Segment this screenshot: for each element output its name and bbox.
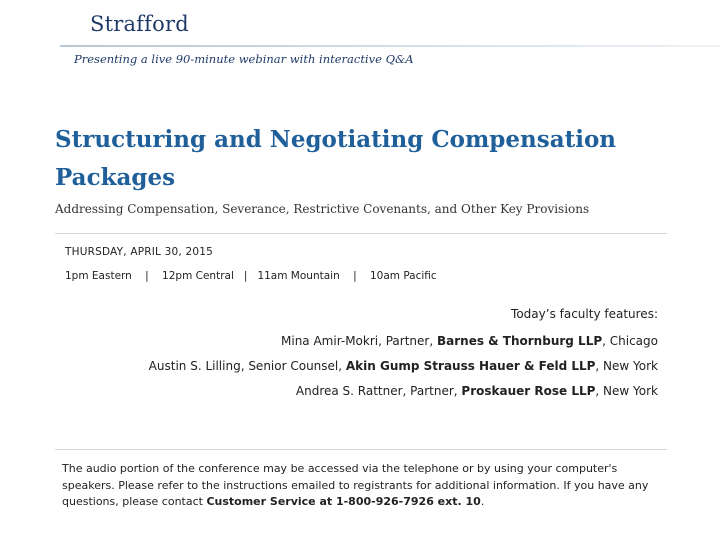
faculty-name-title: Andrea S. Rattner, Partner, bbox=[295, 384, 462, 398]
faculty-city: , New York bbox=[595, 359, 658, 373]
page-subtitle: Addressing Compensation, Severance, Restrictive Covenants, and Other Key Provisions bbox=[55, 202, 590, 216]
faculty-member bbox=[281, 334, 658, 348]
webinar-times: 1pm Eastern | 12pm Central | 11am Mountain | 10am Pacific bbox=[65, 270, 437, 282]
audio-notice-text: The audio portion of the conference may be accessed via the telephone or by using your computer's speakers. Please refer to the instructions emailed to registrants for additional information. If you have any questions, please contact bbox=[62, 462, 649, 508]
divider-top bbox=[55, 233, 667, 234]
audio-notice bbox=[62, 461, 662, 511]
customer-service-contact: Customer Service at 1-800-926-7926 ext. 10 bbox=[206, 495, 481, 508]
divider-bottom bbox=[55, 449, 667, 450]
page-title: Structuring and Negotiating Compensation Packages bbox=[55, 126, 617, 191]
faculty-firm: Akin Gump Strauss Hauer & Feld LLP bbox=[345, 359, 596, 373]
faculty-city: , New York bbox=[595, 384, 658, 398]
faculty-heading: Today’s faculty features: bbox=[511, 307, 658, 321]
audio-notice-end: . bbox=[480, 495, 485, 508]
faculty-member bbox=[296, 384, 658, 398]
webinar-date: THURSDAY, APRIL 30, 2015 bbox=[65, 246, 213, 258]
faculty-name-title: Austin S. Lilling, Senior Counsel, bbox=[148, 359, 346, 373]
faculty-member bbox=[149, 359, 658, 373]
tagline: Presenting a live 90-minute webinar with interactive Q&A bbox=[74, 52, 414, 66]
strafford-logo: Strafford bbox=[90, 12, 189, 36]
faculty-firm: Proskauer Rose LLP bbox=[461, 384, 596, 398]
faculty-name-title: Mina Amir-Mokri, Partner, bbox=[281, 334, 437, 348]
faculty-firm: Barnes & Thornburg LLP bbox=[436, 334, 603, 348]
header-divider bbox=[60, 45, 720, 47]
faculty-city: , Chicago bbox=[602, 334, 658, 348]
